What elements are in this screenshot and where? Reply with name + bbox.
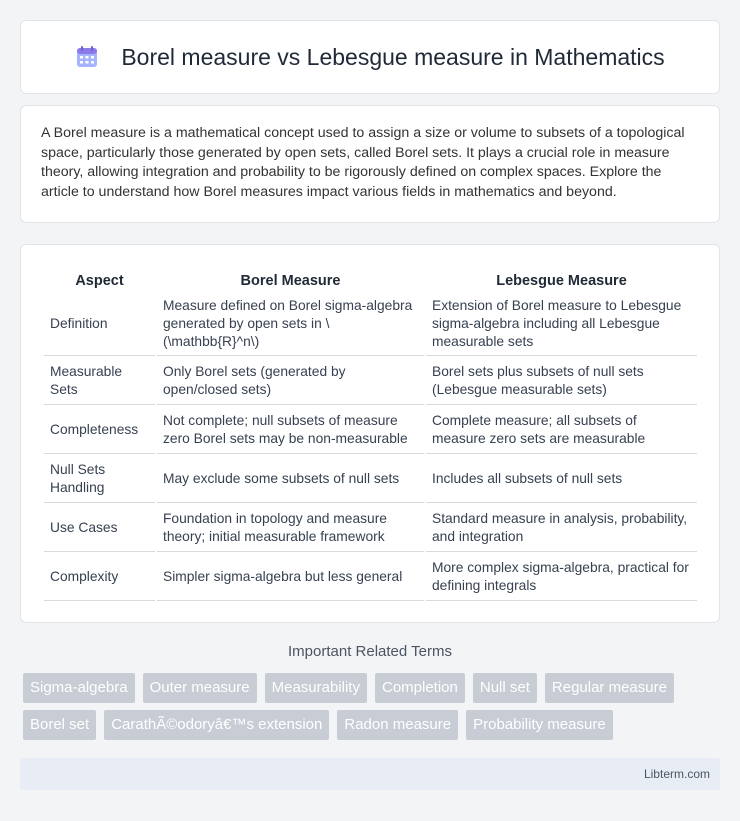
- cell-aspect: Completeness: [44, 407, 155, 454]
- tag-link[interactable]: Radon measure: [337, 710, 458, 740]
- cell-aspect: Null Sets Handling: [44, 456, 155, 503]
- table-row: [44, 293, 697, 356]
- tag-link[interactable]: CarathÃ©odoryâ€™s extension: [104, 710, 329, 740]
- cell-borel: Not complete; null subsets of measure zero Borel sets may be non-measurable: [157, 407, 424, 454]
- cell-lebesgue: Includes all subsets of null sets: [426, 456, 697, 503]
- header-aspect: Aspect: [75, 273, 124, 289]
- table-row: [44, 358, 697, 405]
- page-title: Borel measure vs Lebesgue measure in Mathematics: [121, 43, 665, 70]
- cell-lebesgue: Borel sets plus subsets of null sets (Lebesgue measurable sets): [426, 358, 697, 405]
- cell-aspect: Use Cases: [44, 505, 155, 552]
- table-row: [44, 456, 697, 503]
- cell-lebesgue: Complete measure; all subsets of measure zero sets are measurable: [426, 407, 697, 454]
- header-borel: Borel Measure: [240, 273, 341, 289]
- comparison-table: [42, 265, 699, 603]
- footer-brand-link[interactable]: Libterm.com: [643, 767, 710, 781]
- cell-aspect: Definition: [44, 293, 155, 356]
- related-tags: [20, 673, 720, 740]
- cell-borel: Only Borel sets (generated by open/closed sets): [157, 358, 424, 405]
- cell-borel: Simpler sigma-algebra but less general: [157, 554, 424, 601]
- header-lebesgue: Lebesgue Measure: [496, 273, 627, 289]
- related-terms-section: [20, 643, 720, 740]
- related-terms-title: Important Related Terms: [288, 643, 452, 660]
- table-row: [44, 505, 697, 552]
- tag-link[interactable]: Completion: [375, 673, 465, 703]
- footer: [20, 758, 720, 790]
- cell-borel: Foundation in topology and measure theory; initial measurable framework: [157, 505, 424, 552]
- intro-text: A Borel measure is a mathematical concept used to assign a size or volume to subsets of a topological space, particularly those generated by open sets, called Borel sets. It plays a crucial role in measure theory, allowing integration and probability to be rigorously defined on complex spaces. Explore the article to understand how Borel measures impact various fields in mathematics and beyond.: [41, 125, 685, 200]
- cell-lebesgue: More complex sigma-algebra, practical for defining integrals: [426, 554, 697, 601]
- cell-aspect: Complexity: [44, 554, 155, 601]
- cell-aspect: Measurable Sets: [44, 358, 155, 405]
- cell-lebesgue: Standard measure in analysis, probability, and integration: [426, 505, 697, 552]
- tag-link[interactable]: Null set: [473, 673, 537, 703]
- cell-borel: Measure defined on Borel sigma-algebra generated by open sets in \(\mathbb{R}^n\): [157, 293, 424, 356]
- tag-link[interactable]: Sigma-algebra: [23, 673, 135, 703]
- tag-link[interactable]: Borel set: [23, 710, 96, 740]
- intro-card: [20, 105, 720, 223]
- calendar-grid-icon: [75, 45, 99, 69]
- comparison-card: [20, 244, 720, 623]
- table-row: [44, 554, 697, 601]
- table-header-row: [44, 267, 697, 291]
- tag-link[interactable]: Probability measure: [466, 710, 613, 740]
- cell-lebesgue: Extension of Borel measure to Lebesgue sigma-algebra including all Lebesgue measurable sets: [426, 293, 697, 356]
- cell-borel: May exclude some subsets of null sets: [157, 456, 424, 503]
- tag-link[interactable]: Outer measure: [143, 673, 257, 703]
- title-card: [20, 20, 720, 94]
- tag-link[interactable]: Measurability: [265, 673, 367, 703]
- tag-link[interactable]: Regular measure: [545, 673, 674, 703]
- table-row: [44, 407, 697, 454]
